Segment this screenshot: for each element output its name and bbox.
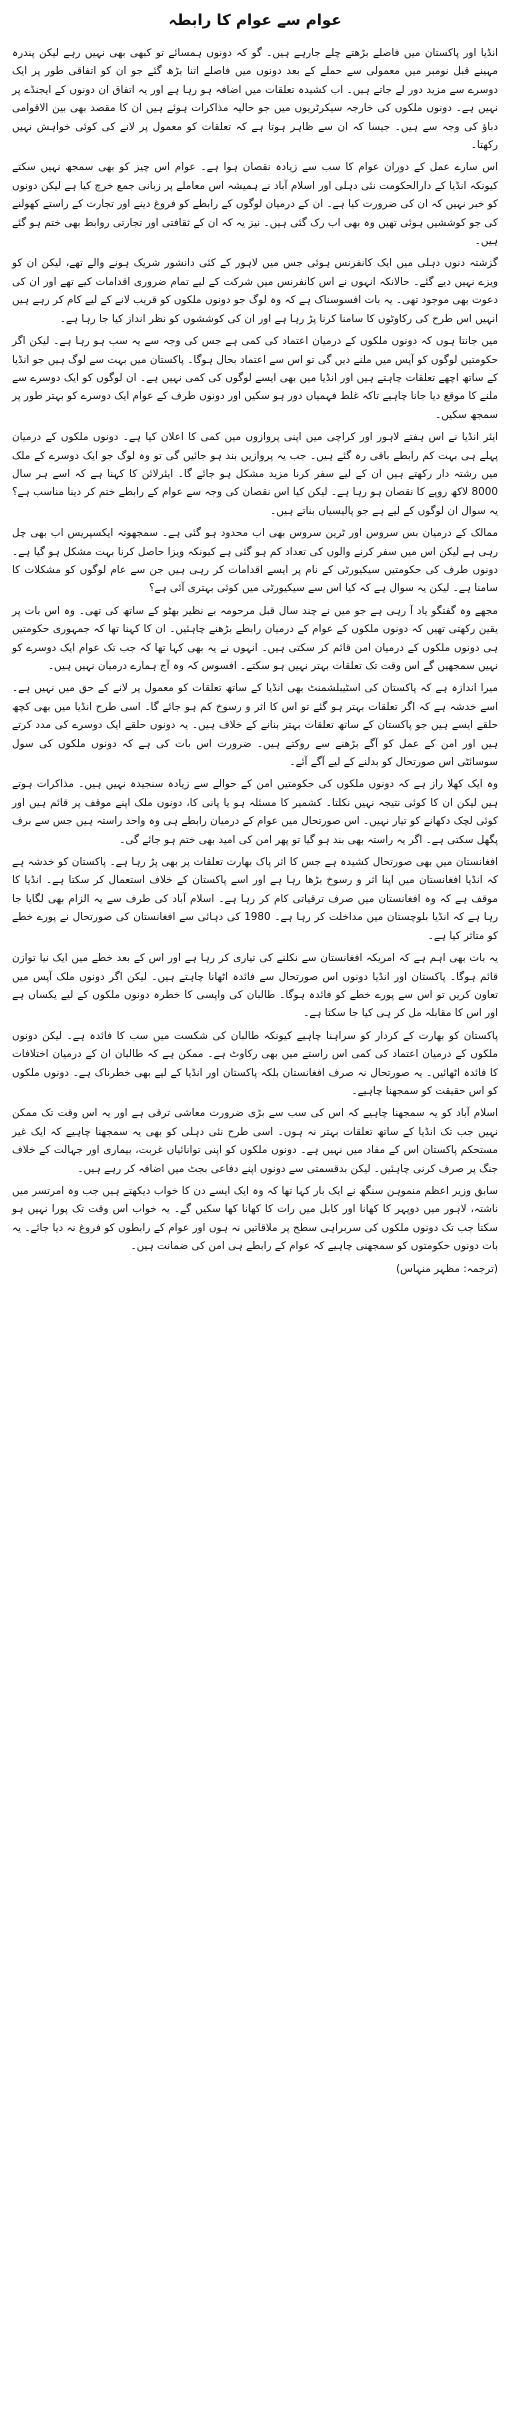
article-paragraph: اس سارے عمل کے دوران عوام کا سب سے زیادہ نقصان ہوا ہے۔ عوام اس چیز کو بھی سمجھ نہیں سکتے کیونکہ انڈیا کے دارالحکومت نئی دہلی اور اسلام آباد نے ہمیشہ اس معاملے پر زبانی جمع خرچ کیا ہے لیکن دونوں کو خبر نہیں کہ ان کی ضرورت کیا ہے۔ ان کے درمیان لوگوں کے رابطے کو فروغ دینے اور تجارت کے راستے کھولنے کی جو کوششیں ہوئی تھیں وہ بھی اب رک گئی ہیں۔ نیز یہ کہ ان کے ثقافتی اور تجارتی روابط بھی ختم ہو گئے ہیں۔ — [12, 161, 498, 248]
article-paragraph: ممالک کے درمیان بس سروس اور ٹرین سروس بھی اب محدود ہو گئی ہے۔ سمجھوتہ ایکسپریس اب بھی چل رہی ہے لیکن اس میں سفر کرنے والوں کی تعداد کم ہو گئی ہے کیونکہ ویزا حاصل کرنا بہت مشکل ہو گیا ہے۔ دونوں طرف کی حکومتیں سیکیورٹی کے نام پر ایسے اقدامات کر رہی ہیں جن سے عام لوگوں کو مشکلات کا سامنا ہے۔ لیکن یہ سوال ہے کہ کیا اس سے سیکیورٹی میں کوئی بہتری آئی ہے؟ — [12, 527, 498, 595]
article-paragraph: میرا اندازہ ہے کہ پاکستان کی اسٹیبلشمنٹ بھی انڈیا کے ساتھ تعلقات کو معمول پر لانے کے حق میں نہیں ہے۔ اسے خدشہ ہے کہ اگر تعلقات بہتر ہو گئے تو اس کا اثر و رسوخ کم ہو جائے گا۔ اسی طرح انڈیا میں بھی کچھ حلقے ایسے ہیں جو پاکستان کے ساتھ تعلقات بہتر بنانے کے خلاف ہیں۔ یہ دونوں حلقے ایک دوسرے کی مدد کرتے ہیں اور امن کے عمل کو آگے بڑھنے سے روکتے ہیں۔ ضرورت اس بات کی ہے کہ دونوں ملکوں کی سول سوسائٹی اس صورتحال کو بدلنے کے لیے آگے آئے۔ — [12, 682, 498, 769]
article-paragraph: اسلام آباد کو یہ سمجھنا چاہیے کہ اس کی سب سے بڑی ضرورت معاشی ترقی ہے اور یہ اس وقت تک ممکن نہیں جب تک انڈیا کے ساتھ تعلقات بہتر نہ ہوں۔ اسی طرح نئی دہلی کو بھی یہ سمجھنا چاہیے کہ ایک غیر مستحکم پاکستان اس کے مفاد میں نہیں ہے۔ دونوں ملکوں کو اپنی توانائیاں غربت، بیماری اور جہالت کے خلاف جنگ پر صرف کرنی چاہئیں۔ لیکن بدقسمتی سے دونوں اپنے دفاعی بجٹ میں اضافہ کر رہے ہیں۔ — [12, 1107, 498, 1175]
article-paragraph: پاکستان کو بھارت کے کردار کو سراہنا چاہیے کیونکہ طالبان کی شکست میں سب کا فائدہ ہے۔ لیکن دونوں ملکوں کے درمیان اعتماد کی کمی اس راستے میں بھی رکاوٹ ہے۔ ممکن ہے کہ طالبان ان کے درمیان اختلافات کا فائدہ اٹھائیں۔ یہ صورتحال نہ صرف افغانستان بلکہ پاکستان اور انڈیا کے لیے بھی خطرناک ہے۔ دونوں ملکوں کو اس حقیقت کو سمجھنا چاہیے۔ — [12, 1029, 498, 1097]
article-paragraph: افغانستان میں بھی صورتحال کشیدہ ہے جس کا اثر پاک بھارت تعلقات پر بھی پڑ رہا ہے۔ پاکستان کو خدشہ ہے کہ انڈیا افغانستان میں اپنا اثر و رسوخ بڑھا رہا ہے اور اسے پاکستان کے خلاف استعمال کر سکتا ہے۔ انڈیا کا موقف ہے کہ وہ افغانستان میں صرف ترقیاتی کام کر رہا ہے۔ اسلام آباد کی طرف سے یہ الزام بھی لگایا جا رہا ہے کہ انڈیا بلوچستان میں مداخلت کر رہا ہے۔ 1980 کی دہائی سے افغانستان کی صورتحال نے پورے خطے کو متاثر کیا ہے۔ — [12, 856, 498, 942]
article-paragraph: گزشتہ دنوں دہلی میں ایک کانفرنس ہوئی جس میں لاہور کے کئی دانشور شریک ہونے والے تھے، لیکن ان کو ویزے نہیں دیے گئے۔ حالانکہ انہوں نے اس کانفرنس میں شرکت کے لیے تمام ضروری اقدامات کیے تھے اور ان کی دعوت بھی موجود تھی۔ یہ بات افسوسناک ہے کہ وہ لوگ جو دونوں ملکوں کو قریب لانے کے لیے کام کر رہے ہیں انہیں اس طرح کی رکاوٹوں کا سامنا کرنا پڑ رہا ہے اور ان کی کوششوں کو نظر انداز کیا جا رہا ہے۔ — [12, 257, 498, 325]
article-byline: (ترجمہ: مظہر منہاس) — [396, 1262, 498, 1275]
article-paragraph: یہ بات بھی اہم ہے کہ امریکہ افغانستان سے نکلنے کی تیاری کر رہا ہے اور اس کے بعد خطے میں ایک نیا توازن قائم ہوگا۔ پاکستان اور انڈیا دونوں اس صورتحال سے فائدہ اٹھانا چاہتے ہیں۔ لیکن اگر دونوں ملک آپس میں تعاون کریں تو اس سے پورے خطے کو فائدہ ہوگا۔ طالبان کی واپسی کا خطرہ دونوں ملکوں کے لیے یکساں ہے اور اس کا مقابلہ مل کر ہی کیا جا سکتا ہے۔ — [12, 952, 498, 1020]
article-paragraph: مجھے وہ گفتگو یاد آ رہی ہے جو میں نے چند سال قبل مرحومہ بے نظیر بھٹو کے ساتھ کی تھی۔ وہ اس بات پر یقین رکھتی تھیں کہ دونوں ملکوں کے عوام کے درمیان رابطے بڑھنے چاہئیں۔ ان کا کہنا تھا کہ جمہوری حکومتیں ہی دونوں ملکوں کے درمیان امن قائم کر سکتی ہیں۔ انہوں نے یہ بھی کہا تھا کہ جب تک عوام ایک دوسرے کو نہیں سمجھیں گے اس وقت تک تعلقات بہتر نہیں ہو سکتے۔ افسوس کہ وہ آج ہمارے درمیان نہیں ہیں۔ — [12, 604, 498, 672]
article-body — [12, 44, 498, 1256]
article-paragraph: میں جانتا ہوں کہ دونوں ملکوں کے درمیان اعتماد کی کمی ہے جس کی وجہ سے یہ سب ہو رہا ہے۔ لیکن اگر حکومتیں لوگوں کو آپس میں ملنے دیں گی تو اس سے اعتماد بحال ہوگا۔ پاکستان میں بہت سے لوگ ہیں جو انڈیا کے ساتھ اچھے تعلقات چاہتے ہیں اور انڈیا میں بھی ایسے لوگوں کی کمی نہیں ہے۔ ان لوگوں کو ایک دوسرے سے ملنے کا موقع دیا جانا چاہیے تاکہ غلط فہمیاں دور ہو سکیں اور دونوں طرف کے عوام ایک دوسرے کو بہتر طور پر سمجھ سکیں۔ — [12, 335, 498, 421]
article-paragraph: انڈیا اور پاکستان میں فاصلے بڑھتے چلے جارہے ہیں۔ گو کہ دونوں ہمسائے تو کبھی بھی نہیں رہے لیکن پندرہ مہینے قبل نومبر میں معمولی سے حملے کے بعد دونوں میں فاصلے اتنا بڑھ گئے جو ان کو اتفاقی طور پر ایک دوسرے سے مزید دور لے جاتے ہیں۔ اب کشیدہ تعلقات میں اضافہ ہو رہا ہے اور یہ اتفاق ان دونوں کے ایجنڈے پر نہیں ہے۔ دونوں ملکوں کی خارجہ سیکرٹریوں میں جو حالیہ مذاکرات ہوئے ہیں ان کا مقصد بھی بین الاقوامی دباؤ کی وجہ سے ہیں۔ جیسا کہ ان سے ظاہر ہوتا ہے کہ تعلقات کو معمول پر لانے کی کوئی خواہش نہیں رکھتا۔ — [12, 47, 498, 152]
article-paragraph: وہ ایک کھلا راز ہے کہ دونوں ملکوں کی حکومتیں امن کے حوالے سے زیادہ سنجیدہ نہیں ہیں۔ مذاکرات ہوتے ہیں لیکن ان کا کوئی نتیجہ نہیں نکلتا۔ کشمیر کا مسئلہ ہو یا پانی کا، دونوں ملک اپنے موقف پر قائم ہیں اور کوئی لچک دکھانے کو تیار نہیں۔ اس صورتحال میں عوام کے درمیان رابطے ہی وہ واحد راستہ ہیں جس سے برف پگھل سکتی ہے۔ اگر یہ راستہ بھی بند ہو گیا تو پھر امن کی امید بھی ختم ہو جائے گی۔ — [12, 778, 498, 846]
article-paragraph: ایئر انڈیا نے اس ہفتے لاہور اور کراچی میں اپنی پروازوں میں کمی کا اعلان کیا ہے۔ دونوں ملکوں کے درمیان پہلے ہی بہت کم رابطے باقی رہ گئے ہیں۔ جب یہ پروازیں بند ہو جائیں گی تو وہ لوگ جو ایک دوسرے کے ملک میں رشتہ دار رکھتے ہیں ان کے لیے سفر کرنا مزید مشکل ہو جائے گا۔ ایئرلائن کا کہنا ہے کہ اسے ہر سال 8000 لاکھ روپے کا نقصان ہو رہا ہے۔ لیکن کیا اس نقصان کی وجہ سے عوام کے رابطے ختم کر دینا مناسب ہے؟ یہ سوال ان لوگوں کے لیے ہے جو پالیسیاں بناتے ہیں۔ — [12, 431, 498, 517]
article-paragraph: سابق وزیر اعظم منموہن سنگھ نے ایک بار کہا تھا کہ وہ ایک ایسے دن کا خواب دیکھتے ہیں جب وہ امرتسر میں ناشتہ، لاہور میں دوپہر کا کھانا اور کابل میں رات کا کھانا کھا سکیں گے۔ یہ خواب اس وقت تک پورا نہیں ہو سکتا جب تک دونوں ملکوں کی سربراہی سطح پر ملاقاتیں نہ ہوں اور عوام کے رابطوں کو فروغ نہ دیا جائے۔ یہ بات دونوں حکومتوں کو سمجھنی چاہیے کہ عوام کے رابطے ہی امن کی ضمانت ہیں۔ — [12, 1184, 498, 1253]
article-headline: عوام سے عوام کا رابطہ — [168, 11, 342, 29]
